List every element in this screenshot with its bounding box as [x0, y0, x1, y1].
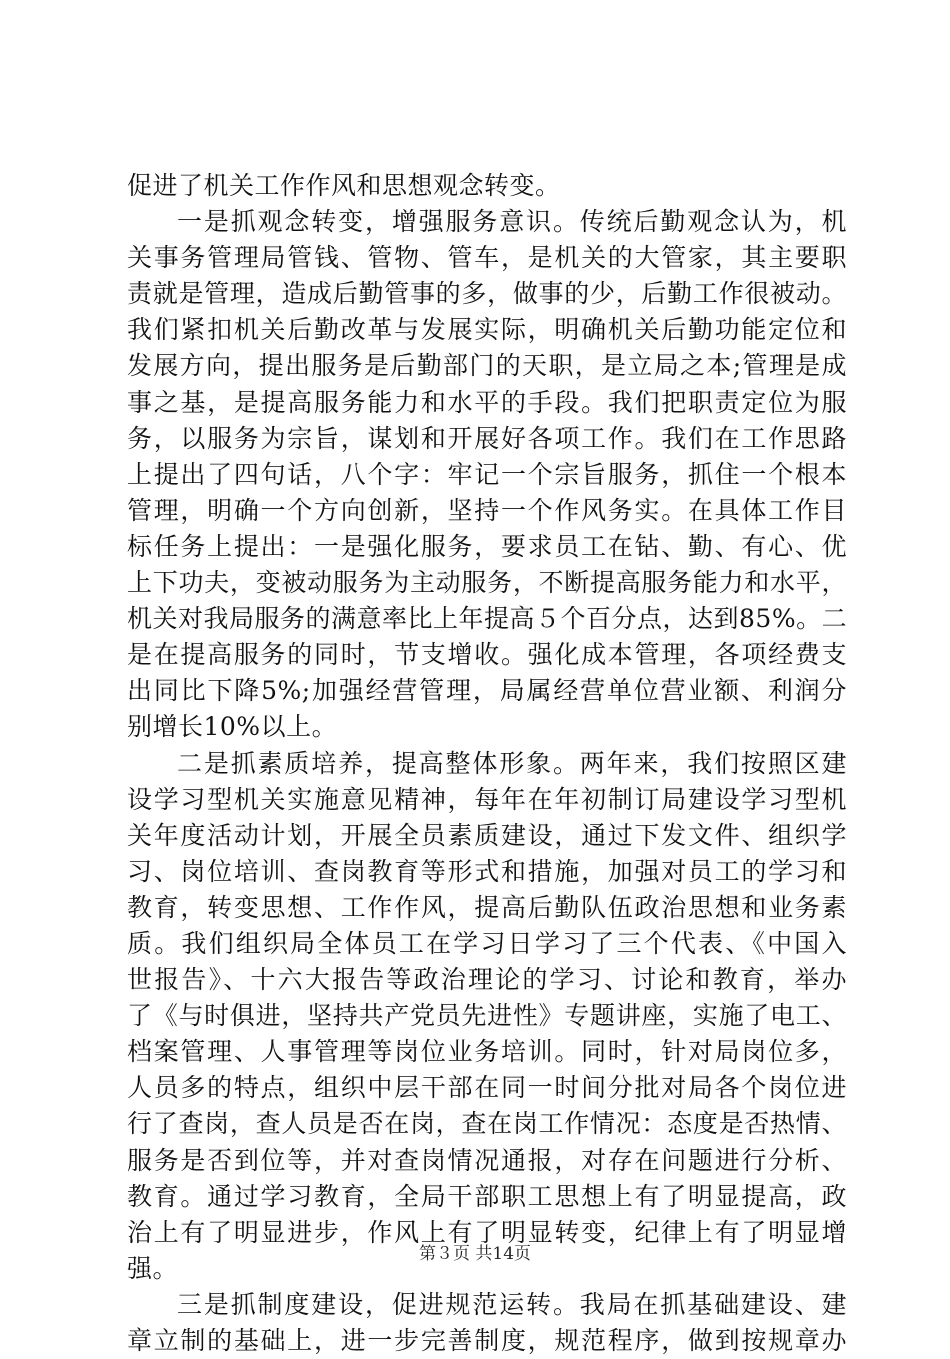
text-line: 上下功夫，变被动服务为主动服务，不断提高服务能力和水平，: [127, 568, 847, 598]
page-footer: 第３页 共14页: [418, 1244, 532, 1264]
text-line: 人员多的特点，组织中层干部在同一时间分批对局各个岗位进: [127, 1073, 847, 1103]
text-line: 章立制的基础上，进一步完善制度，规范程序，做到按规章办: [127, 1326, 847, 1355]
text-line: 质。我们组织局全体员工在学习日学习了三个代表、《中国入: [127, 928, 847, 958]
text-line: 治上有了明显进步，作风上有了明显转变，纪律上有了明显增: [127, 1217, 847, 1247]
text-line: 行了查岗，查人员是否在岗，查在岗工作情况：态度是否热情、: [127, 1109, 847, 1139]
text-line: 别增长10%以上。: [127, 712, 338, 742]
text-line: 强。: [127, 1253, 179, 1283]
text-line: 机关对我局服务的满意率比上年提高５个百分点，达到85%。二: [127, 604, 848, 634]
text-line: 事之基，是提高服务能力和水平的手段。我们把职责定位为服: [127, 387, 847, 417]
text-line: 关事务管理局管钱、管物、管车，是机关的大管家，其主要职: [127, 243, 847, 273]
paragraph-first-line: 一是抓观念转变，增强服务意识。传统后勤观念认为，机: [177, 207, 847, 237]
text-line: 世报告》、十六大报告等政治理论的学习、讨论和教育，举办: [127, 965, 847, 995]
document-body: [127, 168, 847, 1359]
text-line: 管理，明确一个方向创新，坚持一个作风务实。在具体工作目: [127, 495, 847, 525]
text-line: 设学习型机关实施意见精神，每年在年初制订局建设学习型机: [127, 784, 847, 814]
paragraph-first-line: 三是抓制度建设，促进规范运转。我局在抓基础建设、建: [177, 1289, 847, 1319]
text-line: 习、岗位培训、查岗教育等形式和措施，加强对员工的学习和: [127, 856, 847, 886]
text-line: 教育。通过学习教育，全局干部职工思想上有了明显提高，政: [127, 1181, 847, 1211]
text-line: 服务是否到位等，并对查岗情况通报，对存在问题进行分析、: [127, 1145, 847, 1175]
text-line: 标任务上提出：一是强化服务，要求员工在钻、勤、有心、优: [127, 531, 847, 561]
text-line: 发展方向，提出服务是后勤部门的天职，是立局之本;管理是成: [127, 351, 847, 381]
text-line: 出同比下降5%;加强经营管理，局属经营单位营业额、利润分: [127, 676, 847, 706]
text-line: 关年度活动计划，开展全员素质建设，通过下发文件、组织学: [127, 820, 847, 850]
text-line: 务，以服务为宗旨，谋划和开展好各项工作。我们在工作思路: [127, 423, 847, 453]
text-line: 我们紧扣机关后勤改革与发展实际，明确机关后勤功能定位和: [127, 315, 847, 345]
text-line: 了《与时俱进，坚持共产党员先进性》专题讲座，实施了电工、: [127, 1001, 847, 1031]
text-line: 上提出了四句话，八个字：牢记一个宗旨服务，抓住一个根本: [127, 459, 847, 489]
text-line: 责就是管理，造成后勤管事的多，做事的少，后勤工作很被动。: [127, 279, 847, 309]
text-line: 促进了机关工作作风和思想观念转变。: [127, 171, 561, 200]
text-line: 档案管理、人事管理等岗位业务培训。同时，针对局岗位多，: [127, 1037, 847, 1067]
text-line: 教育，转变思想、工作作风，提高后勤队伍政治思想和业务素: [127, 892, 847, 922]
paragraph-first-line: 二是抓素质培养，提高整体形象。两年来，我们按照区建: [177, 748, 847, 778]
text-line: 是在提高服务的同时，节支增收。强化成本管理，各项经费支: [127, 640, 847, 670]
